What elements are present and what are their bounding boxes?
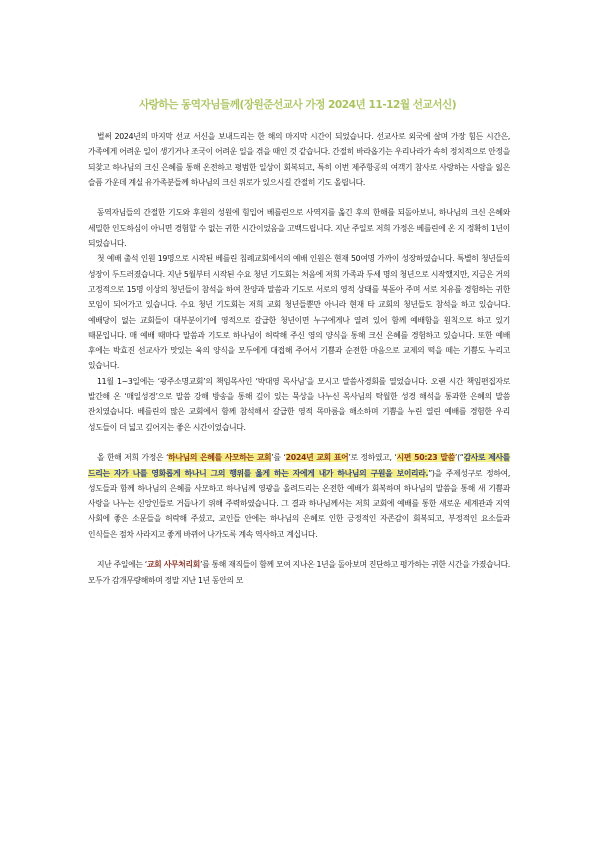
p6-text-b: ’를 통해 재직들이 함께 모여 지나온 1년을 돌아보며 진단하고 평가하는 귀한 시간을 가졌습니다. 모두가 감개무량해하며 정말 지난 1년 동안의 모 (88, 560, 510, 585)
p6-text-a: 지난 주일에는 ‘ (97, 560, 147, 570)
p5-text-a: 올 한해 저희 가정은 ‘ (97, 453, 169, 463)
p5-text-d: ’(“ (454, 453, 464, 463)
business-meeting-highlight: 교회 사무처리회 (146, 560, 200, 570)
paragraph-4: 11월 1~3일에는 ‘광주소명교회’의 책임목사인 ‘박대영 목사님’을 모시고 말씀사경회를 열었습니다. 오랜 시간 책임편집자로 발간해 온 ‘매일성경’으로 말씀 강해 방송을 통해 깊이 있는 묵상을 나누신 목사님의 탁월한 성경 해석을 통과한 은혜의 말씀 잔치였습니다. 베를린의 많은 교회에서 함께 참석해서 갈급한 영적 목마름을 해소하며 기쁨을 누린 열린 예배를 경험한 우리 성도들이 더 넓고 깊어지는 좋은 시간이었습니다. (88, 376, 510, 432)
p5-text-c: ’로 정하였고, ‘ (348, 453, 397, 463)
paragraph-1: 벌써 2024년의 마지막 선교 서신을 보내드리는 한 해의 마지막 시간이 되었습니다. 선교사로 외국에 살며 가장 힘든 시간은, 가족에게 어려운 일이 생기거나 조국이 어려운 일을 겪을 때인 것 같습니다. 간절히 바라옵기는 우리나라가 속히 정치적으로 안정을 되찾고 하나님의 크신 은혜를 통해 온전하고 평범한 일상이 회복되고, 특히 이번 제주항공의 여객기 참사로 사랑하는 사람을 잃은 슬픔 가운데 계실 유가족분들께 하나님의 크신 위로가 있으시길 간절히 기도 올립니다. (88, 132, 510, 187)
motto-year-highlight: 2024년 교회 표어 (285, 453, 349, 463)
psalm-verse-highlight: 감사로 제사를 드리는 자가 나를 영화롭게 하나니 그의 행위를 옳게 하는 자에게 내가 하나님의 구원을 보이리라. (88, 453, 510, 478)
paragraph-2: 동역자님들의 간절한 기도와 후원의 성원에 힘입어 베를린으로 사역지를 옮긴 후의 한해를 되돌아보니, 하나님의 크신 은혜와 세밀한 인도하심이 아니면 경험할 수 없는 귀한 시간이었음을 고백드립니다. 지난 주일로 저희 가정은 베를린에 온 지 정확히 1년이 되었습니다. (88, 208, 510, 249)
p5-text-e: ”)을 주제성구로 정하여, 성도들과 함께 하나님의 은혜를 사모하고 하나님께 영광을 올려드리는 온전한 예배가 회복하며 하나님의 말씀을 통해 새 기쁨과 사랑을 나누는 신앙인들로 거듭나기 위해 주력하였습니다. 그 결과 하나님께서는 저희 교회에 예배를 통한 새로운 세계관과 지역 사회에 좋은 소문들을 허락해 주셨고, 교인들 안에는 하나님의 은혜로 인한 긍정적인 자존감이 회복되고, 부정적인 요소들과 인식들은 점차 사라지고 좋게 바뀌어 나가도록 계속 역사하고 계십니다. (88, 468, 510, 539)
paragraph-3: 첫 예배 출석 인원 19명으로 시작된 베를린 침례교회에서의 예배 인원은 현재 50여명 가까이 성장하였습니다. 특별히 청년들의 성장이 두드러졌습니다. 지난 5월부터 시작된 수요 청년 기도회는 처음에 저희 가족과 두세 명의 청년으로 시작했지만, 지금은 거의 고정적으로 15명 이상의 청년들이 참석을 하여 찬양과 말씀과 기도로 서로의 영적 상태를 북돋아 주며 서로 치유를 경험하는 귀한 모임이 되어가고 있습니다. 수요 청년 기도회는 저희 교회 청년들뿐만 아니라 현재 타 교회의 청년들도 참석을 하고 있습니다. 예배당이 없는 교회들이 대부분이기에 영적으로 갈급한 청년이면 누구에게나 열려 있어 함께 예배함을 원칙으로 하고 있기 때문입니다. 매 예배 때마다 말씀과 기도로 하나님이 허락해 주신 영의 양식을 통해 크신 은혜를 경험하고 있습니다. 또한 예배 후에는 박효진 선교사가 맛있는 육의 양식을 모두에게 대접해 주어서 기쁨과 순전한 마음으로 교제의 떡을 떼는 기쁨도 누리고 있습니다. (88, 254, 510, 371)
paragraph-5 (88, 450, 510, 542)
paragraph-6 (88, 557, 510, 588)
p5-text-b: ’를 ‘ (271, 453, 286, 463)
church-motto-highlight: 하나님의 은혜를 사모하는 교회 (168, 453, 272, 463)
psalm-reference-highlight: 시편 50:23 말씀 (396, 453, 455, 463)
letter-body (88, 129, 510, 588)
letter-title: 사랑하는 동역자님들께(장원준선교사 가정 2024년 11-12월 선교서신) (138, 99, 457, 111)
